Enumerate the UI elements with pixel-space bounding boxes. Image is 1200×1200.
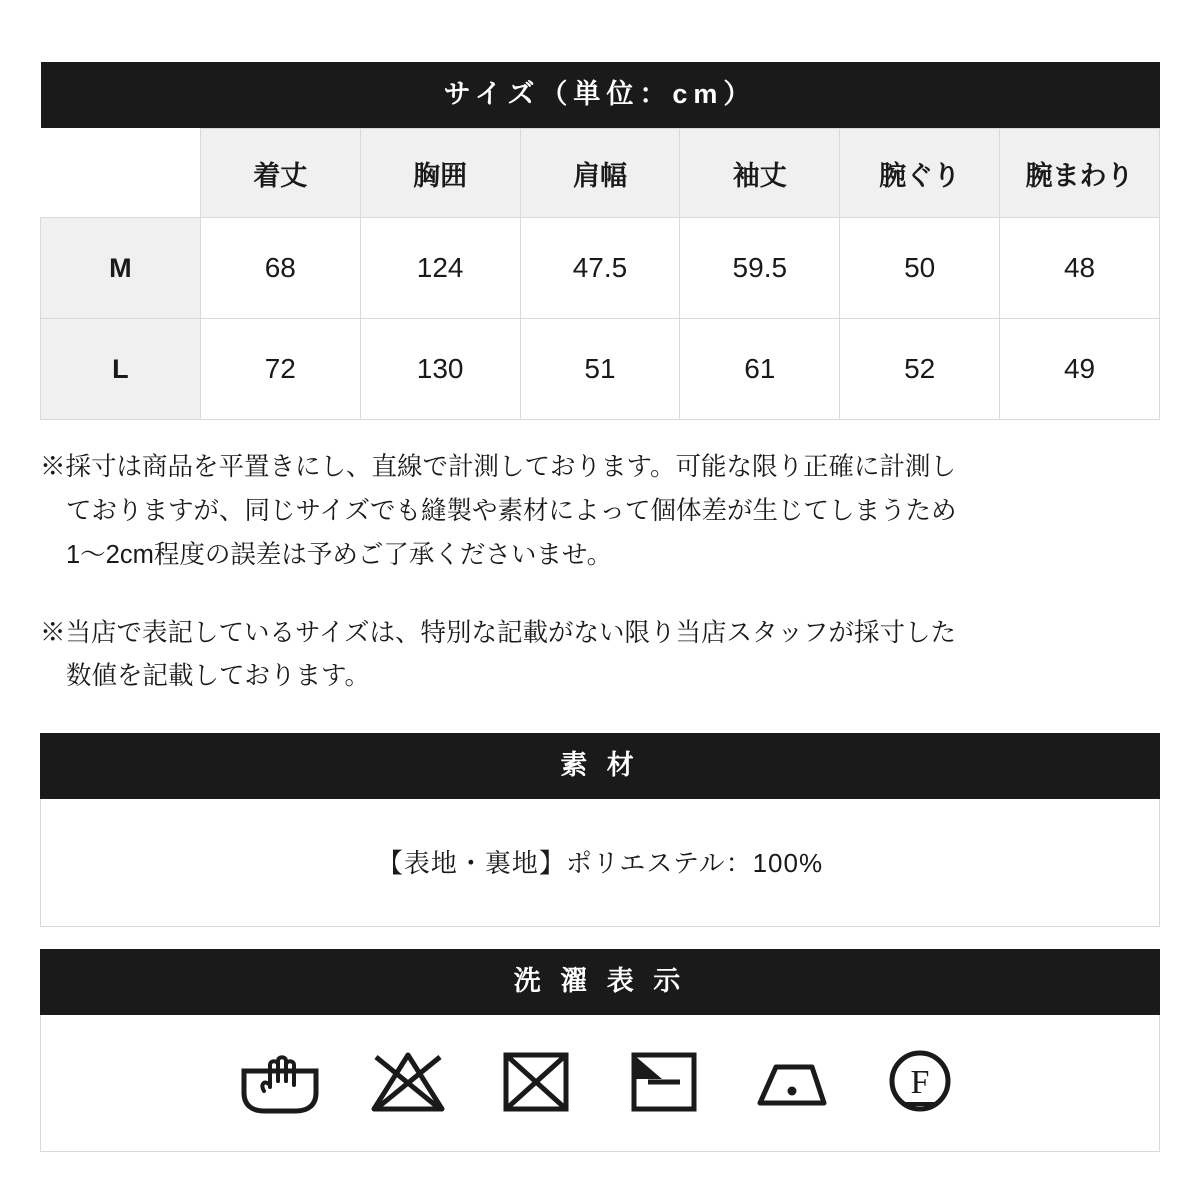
column-header-shoulder: 肩幅 xyxy=(520,129,680,218)
note-line: ※採寸は商品を平置きにし、直線で計測しております。可能な限り正確に計測し xyxy=(40,453,956,481)
note-line: ておりますが、同じサイズでも縫製や素材によって個体差が生じてしまうため xyxy=(66,496,957,525)
cell-l-bust: 130 xyxy=(360,319,520,420)
column-header-armhole: 腕ぐり xyxy=(840,129,1000,218)
column-header-length: 着丈 xyxy=(200,129,360,218)
material-panel xyxy=(40,799,1160,927)
column-header-arm-circumference: 腕まわり xyxy=(1000,129,1160,218)
note-line: ※当店で表記しているサイズは、特別な記載がない限り当店スタッフが採寸した xyxy=(40,618,956,647)
material-body-text: 【表地・裏地】ポリエステル：100% xyxy=(376,848,824,879)
dry-clean-f-icon xyxy=(874,1041,966,1121)
washing-section-title: 洗 濯 表 示 xyxy=(40,949,1160,1015)
cell-l-shoulder: 51 xyxy=(520,319,680,420)
size-table-header-row xyxy=(41,62,1160,129)
cell-l-length: 72 xyxy=(200,319,360,420)
cell-m-shoulder: 47.5 xyxy=(520,218,680,319)
note-line: 1〜2cm程度の誤差は予めご了承くださいませ。 xyxy=(66,540,613,569)
cell-m-armhole: 50 xyxy=(840,218,1000,319)
column-header-bust: 胸囲 xyxy=(360,129,520,218)
no-bleach-icon xyxy=(362,1041,454,1121)
note-line: 数値を記載しております。 xyxy=(66,662,370,691)
cell-m-sleeve: 59.5 xyxy=(680,218,840,319)
cell-l-arm-circumference: 49 xyxy=(1000,319,1160,420)
size-section-title: サイズ（単位：cm） xyxy=(41,62,1160,128)
size-table-corner-cell xyxy=(41,129,201,218)
size-table-column-header-row xyxy=(41,129,1160,218)
material-section xyxy=(40,733,1160,927)
column-header-sleeve: 袖丈 xyxy=(680,129,840,218)
washing-panel xyxy=(40,1015,1160,1152)
washing-section xyxy=(40,949,1160,1152)
washing-icon-row xyxy=(41,1015,1159,1151)
cell-m-bust: 124 xyxy=(360,218,520,319)
iron-low-icon xyxy=(746,1041,838,1121)
row-label-l: L xyxy=(41,319,201,420)
svg-text:F: F xyxy=(910,1064,930,1102)
cell-l-armhole: 52 xyxy=(840,319,1000,420)
note-block-staff xyxy=(40,612,1160,700)
hand-wash-icon xyxy=(234,1041,326,1121)
cell-m-arm-circumference: 48 xyxy=(1000,218,1160,319)
cell-l-sleeve: 61 xyxy=(680,319,840,420)
size-table xyxy=(40,62,1160,420)
no-tumble-dry-icon xyxy=(490,1041,582,1121)
measurement-notes xyxy=(40,446,1160,699)
table-row xyxy=(41,319,1160,420)
table-row xyxy=(41,218,1160,319)
row-label-m: M xyxy=(41,218,201,319)
note-block-measurement xyxy=(40,446,1160,578)
material-section-title: 素 材 xyxy=(40,733,1160,799)
flat-dry-in-shade-icon xyxy=(618,1041,710,1121)
cell-m-length: 68 xyxy=(200,218,360,319)
